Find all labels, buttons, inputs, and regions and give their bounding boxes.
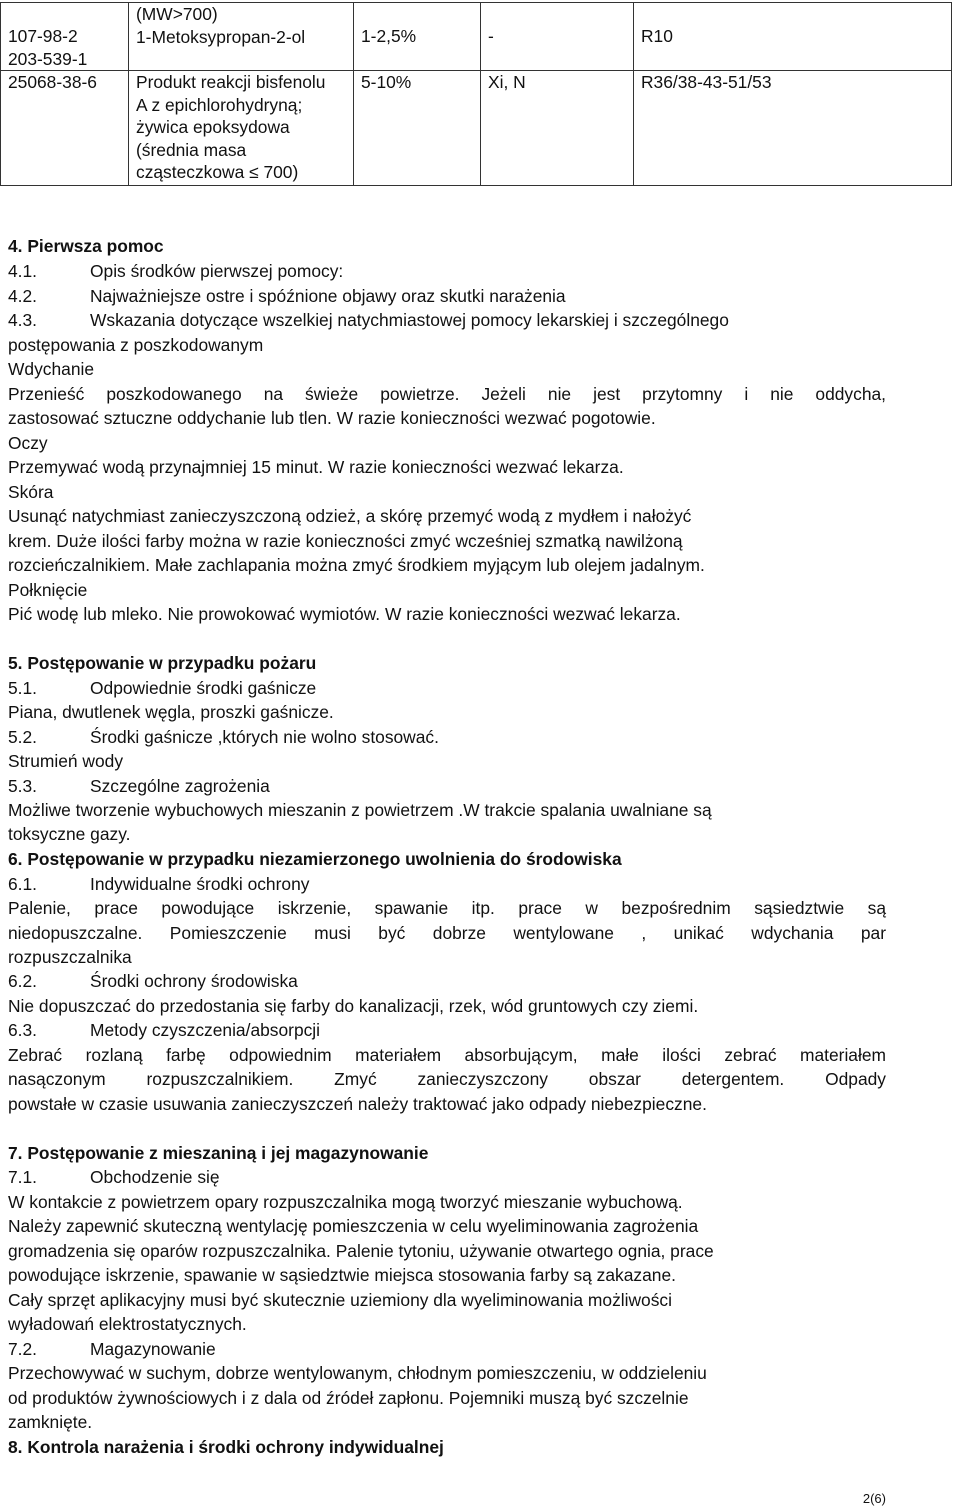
cas-cell: 107-98-2 203-539-1 <box>1 3 129 71</box>
subsection-5-1: 5.1. Odpowiednie środki gaśnicze <box>8 678 317 698</box>
eyes-label: Oczy <box>8 433 48 453</box>
paragraph-line: rozpuszczalnika <box>8 947 132 967</box>
subsection-4-3: 4.3. Wskazania dotyczące wszelkiej natychmiastowej pomocy lekarskiej i szczególnego <box>8 310 729 330</box>
paragraph-line: Usunąć natychmiast zanieczyszczoną odzież, a skórę przemyć wodą z mydłem i nałożyć <box>8 506 692 526</box>
composition-table <box>0 2 952 186</box>
substance-name-cell: (MW>700) 1-Metoksypropan-2-ol <box>129 3 354 71</box>
concentration-cell: 5-10% <box>354 71 481 186</box>
cas-cell: 25068-38-6 <box>1 71 129 186</box>
section-5-heading: 5. Postępowanie w przypadku pożaru <box>8 653 317 673</box>
subsection-6-2: 6.2. Środki ochrony środowiska <box>8 971 298 991</box>
paragraph-line: zastosować sztuczne oddychanie lub tlen. W razie konieczności wezwać pogotowie. <box>8 408 656 428</box>
r-phrases-cell: R36/38-43-51/53 <box>634 71 952 186</box>
subsection-4-2: 4.2. Najważniejsze ostre i spóźnione objawy oraz skutki narażenia <box>8 286 566 306</box>
paragraph-line: Palenie, prace powodujące iskrzenie, spawanie itp. prace w bezpośrednim sąsiedztwie są <box>8 898 886 918</box>
concentration-cell: 1-2,5% <box>354 3 481 71</box>
subsection-6-3: 6.3. Metody czyszczenia/absorpcji <box>8 1020 321 1040</box>
paragraph-line: zamknięte. <box>8 1412 93 1432</box>
skin-label: Skóra <box>8 482 54 502</box>
paragraph-line: Przechowywać w suchym, dobrze wentylowanym, chłodnym pomieszczeniu, w oddzieleniu <box>8 1363 707 1383</box>
subsection-6-1: 6.1. Indywidualne środki ochrony <box>8 874 310 894</box>
paragraph-line: rozcieńczalnikiem. Małe zachlapania można zmyć środkiem myjącym lub olejem jadalnym. <box>8 555 705 575</box>
paragraph-line: Przenieść poszkodowanego na świeże powietrze. Jeżeli nie jest przytomny i nie oddycha, <box>8 384 886 404</box>
section-4-heading: 4. Pierwsza pomoc <box>8 236 164 256</box>
table-row <box>1 3 952 71</box>
paragraph-line: Piana, dwutlenek węgla, proszki gaśnicze. <box>8 702 334 722</box>
subsection-7-2: 7.2. Magazynowanie <box>8 1339 216 1359</box>
subsection-5-3: 5.3. Szczególne zagrożenia <box>8 776 270 796</box>
symbol-cell: - <box>481 3 634 71</box>
inhalation-label: Wdychanie <box>8 359 95 379</box>
paragraph-line: gromadzenia się oparów rozpuszczalnika. Palenie tytoniu, używanie otwartego ognia, prace <box>8 1241 714 1261</box>
paragraph-line: Możliwe tworzenie wybuchowych mieszanin z powietrzem .W trakcie spalania uwalniane są <box>8 800 712 820</box>
paragraph-line: Zebrać rozlaną farbę odpowiednim materiałem absorbującym, małe ilości zebrać materiałem <box>8 1045 886 1065</box>
subsection-5-2: 5.2. Środki gaśnicze ,których nie wolno stosować. <box>8 727 439 747</box>
paragraph-line: Strumień wody <box>8 751 124 771</box>
paragraph-line: od produktów żywnościowych i z dala od źródeł zapłonu. Pojemniki muszą być szczelnie <box>8 1388 689 1408</box>
section-6-heading: 6. Postępowanie w przypadku niezamierzonego uwolnienia do środowiska <box>8 849 622 869</box>
page-number: 2(6) <box>862 1491 886 1506</box>
paragraph-line: Należy zapewnić skuteczną wentylację pomieszczenia w celu wyeliminowania zagrożenia <box>8 1216 699 1236</box>
table-row <box>1 71 952 186</box>
subsection-4-3-cont: postępowania z poszkodowanym <box>8 335 264 355</box>
paragraph-line: krem. Duże ilości farby można w razie konieczności zmyć wcześniej szmatką nawilżoną <box>8 531 683 551</box>
paragraph-line: powodujące iskrzenie, spawanie w sąsiedztwie miejsca stosowania farby są zakazane. <box>8 1265 676 1285</box>
paragraph-line: wyładowań elektrostatycznych. <box>8 1314 247 1334</box>
r-phrases-cell: R10 <box>634 3 952 71</box>
section-8-heading: 8. Kontrola narażenia i środki ochrony indywidualnej <box>8 1437 444 1457</box>
subsection-7-1: 7.1. Obchodzenie się <box>8 1167 220 1187</box>
substance-name-cell: Produkt reakcji bisfenolu A z epichlorohydryną; żywica epoksydowa (średnia masa cząsteczkowa ≤ 700) <box>129 71 354 186</box>
section-7-heading: 7. Postępowanie z mieszaniną i jej magazynowanie <box>8 1143 429 1163</box>
paragraph-line: nasączonym rozpuszczalnikiem. Zmyć zanieczyszczony obszar detergentem. Odpady <box>8 1069 886 1089</box>
ingestion-label: Połknięcie <box>8 580 88 600</box>
paragraph-line: Nie dopuszczać do przedostania się farby do kanalizacji, rzek, wód gruntowych czy ziemi. <box>8 996 699 1016</box>
subsection-4-1: 4.1. Opis środków pierwszej pomocy: <box>8 261 344 281</box>
paragraph-line: Pić wodę lub mleko. Nie prowokować wymiotów. W razie konieczności wezwać lekarza. <box>8 604 681 624</box>
paragraph-line: Przemywać wodą przynajmniej 15 minut. W razie konieczności wezwać lekarza. <box>8 457 624 477</box>
paragraph-line: powstałe w czasie usuwania zanieczyszczeń należy traktować jako odpady niebezpieczne. <box>8 1094 707 1114</box>
symbol-cell: Xi, N <box>481 71 634 186</box>
paragraph-line: toksyczne gazy. <box>8 824 131 844</box>
paragraph-line: W kontakcie z powietrzem opary rozpuszczalnika mogą tworzyć mieszanie wybuchową. <box>8 1192 683 1212</box>
paragraph-line: niedopuszczalne. Pomieszczenie musi być dobrze wentylowane , unikać wdychania par <box>8 923 886 943</box>
paragraph-line: Cały sprzęt aplikacyjny musi być skutecznie uziemiony dla wyeliminowania możliwości <box>8 1290 672 1310</box>
